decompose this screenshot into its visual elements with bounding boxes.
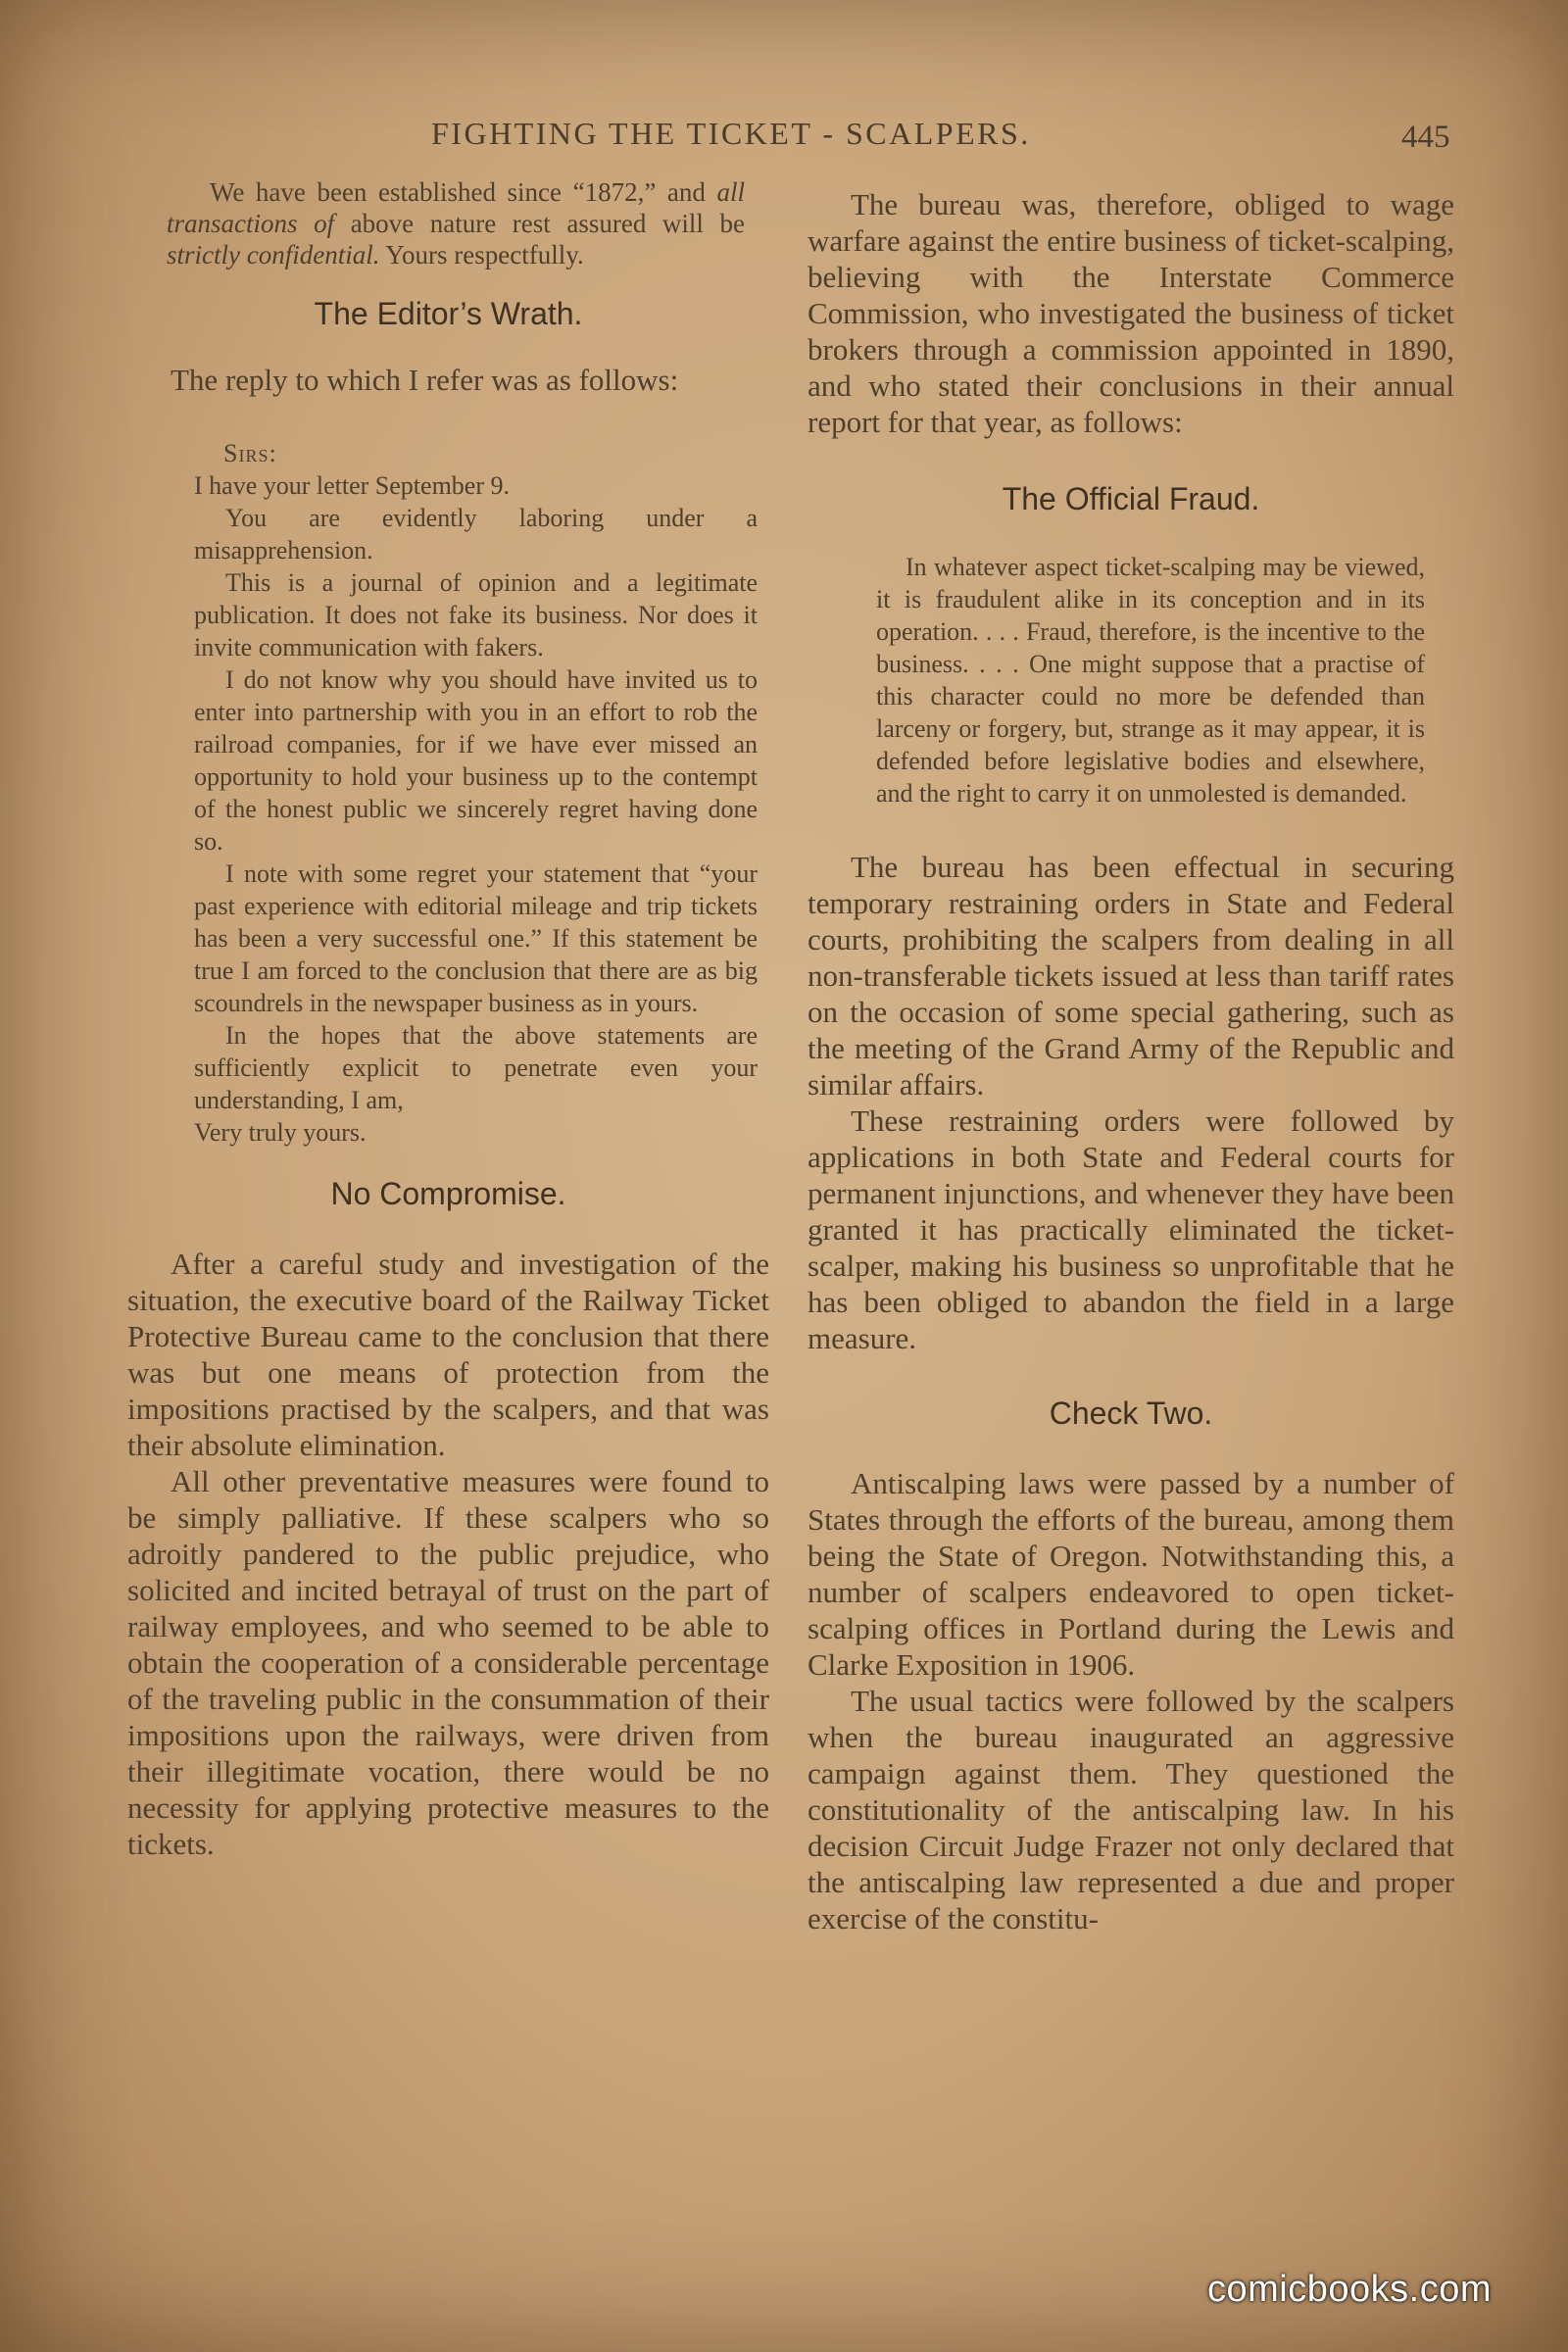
body-paragraph: Antiscalping laws were passed by a number of States through the efforts of the bureau, among them being the State of Oregon. Notwithstanding this, a number of scalpers endeavored to open ticket-scalping offices in Portland during the Lewis and Clarke Exposition in 1906. <box>808 1466 1454 1682</box>
editor-letter <box>194 437 758 1149</box>
body-paragraph: All other preventative measures were found to be simply palliative. If these scalpers who so adroitly pandered to the public prejudice, who solicited and incited betrayal of trust on the part of railway employees, and who seemed to be able to obtain the cooperation of a considerable percentage of the traveling public in the consummation of their impositions upon the railways, were driven from their illegitimate vocation, there would be no necessity for applying protective measures to the tickets. <box>127 1464 769 1861</box>
right-column <box>808 186 1454 1936</box>
page-number: 445 <box>1401 120 1450 155</box>
letter-paragraph: I have your letter September 9. <box>194 471 510 500</box>
letter-salutation: Sirs: <box>223 439 277 467</box>
left-column <box>127 176 769 1862</box>
body-paragraph: After a careful study and investigation of the situation, the executive board of the Railway Ticket Protective Bureau came to the conclusion that there was but one means of protection from the impositions practised by the scalpers, and that was their absolute elimination. <box>127 1247 769 1462</box>
heading-no-compromise: No Compromise. <box>330 1176 566 1211</box>
letter-paragraph: This is a journal of opinion and a legitimate publication. It does not fake its business. Nor does it invite communication with fakers. <box>194 568 758 662</box>
body-paragraph: These restraining orders were followed by applications in both State and Federal courts for permanent injunctions, and whenever they have been granted it has practically eliminated the ticket-scalper, making his business so unprofitable that he has been obliged to abandon the field in a large measure. <box>808 1103 1454 1355</box>
heading-check-two: Check Two. <box>1049 1396 1213 1431</box>
body-paragraph: The bureau has been effectual in securing temporary restraining orders in State and Federal courts, prohibiting the scalpers from dealing in all non-transferable tickets issued at less than tariff rates on the occasion of some special gathering, such as the meeting of the Grand Army of the Republic and similar affairs. <box>808 850 1454 1102</box>
body-paragraph: The usual tactics were followed by the scalpers when the bureau inaugurated an aggressive campaign against them. They questioned the constitutionality of the antiscalping law. In his decision Circuit Judge Frazer not only declared that the antiscalping law represented a due and proper exercise of the constitu- <box>808 1684 1454 1936</box>
letter-closing: Very truly yours. <box>194 1118 367 1147</box>
intro-paragraph: The bureau was, therefore, obliged to wage warfare against the entire business of ticket-scalping, believing with the Interstate Commerce Commission, who investigated the business of ticket brokers through a commission appointed in 1890, and who stated their conclusions in their annual report for that year, as follows: <box>808 187 1454 439</box>
site-watermark: comicbooks.com <box>1207 2269 1492 2310</box>
letter-paragraph: I do not know why you should have invited us to enter into partnership with you in an effort to rob the railroad companies, for if we have ever missed an opportunity to hold your business up to the contempt of the honest public we sincerely regret having done so. <box>194 665 758 856</box>
letter-paragraph: I note with some regret your statement that “your past experience with editorial mileage and trip tickets has been a very successful one.” If this statement be true I am forced to the conclusion that there are as big scoundrels in the newspaper business as in yours. <box>194 859 758 1017</box>
letter-paragraph: In the hopes that the above statements are sufficiently explicit to penetrate even your understanding, I am, <box>194 1021 758 1114</box>
heading-editors-wrath: The Editor’s Wrath. <box>314 296 583 331</box>
heading-official-fraud: The Official Fraud. <box>1002 481 1260 516</box>
letter-paragraph: You are evidently laboring under a misapprehension. <box>194 504 758 564</box>
icc-quote: In whatever aspect ticket-scalping may be viewed, it is fraudulent alike in its conception and in its operation. . . . Fraud, therefore, is the incentive to the business. . . . One might suppose that a practise of this character could no more be defended than larceny or forgery, but, strange as it may appear, it is defended before legislative bodies and elsewhere, and the right to carry it on unmolested is demanded. <box>876 553 1425 808</box>
running-title: FIGHTING THE TICKET - SCALPERS. <box>431 116 1031 151</box>
reply-intro: The reply to which I refer was as follows: <box>171 363 679 397</box>
letter-intro: We have been established since “1872,” and all transactions of above nature rest assured will be strictly confidential. Yours respectfully. <box>167 177 746 270</box>
